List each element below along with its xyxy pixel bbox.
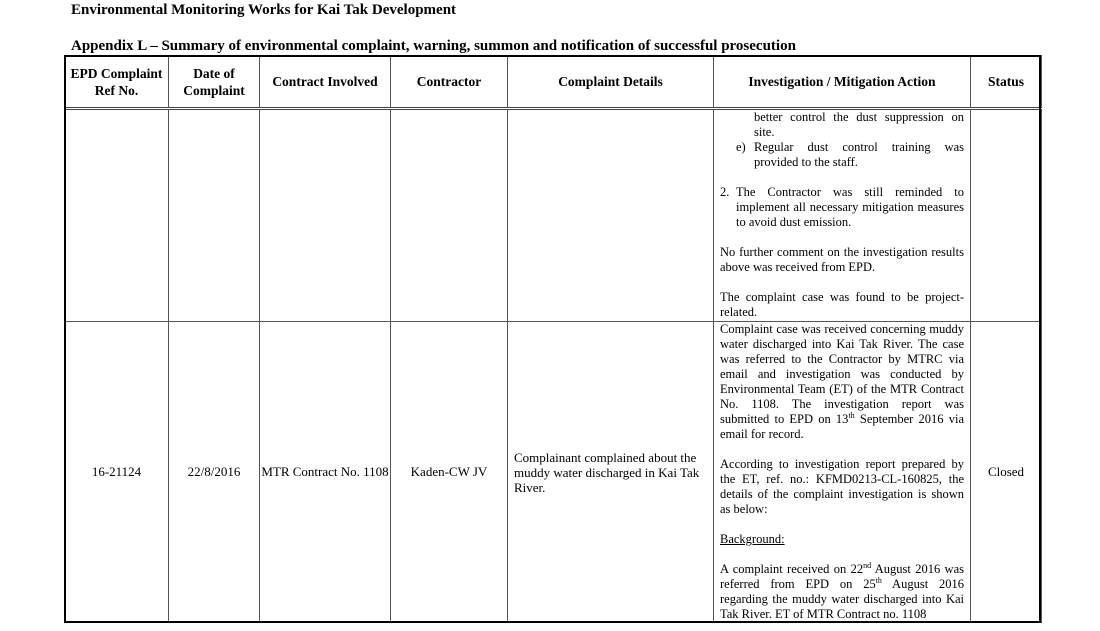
header-contractor: Contractor: [391, 56, 508, 109]
item-2-text: The Contractor was still reminded to implement all necessary mitigation measures to avoid dust emission.: [736, 185, 964, 229]
item-e-text: Regular dust control training was provided to the staff.: [754, 140, 964, 169]
cell-ref: 16-21124: [65, 322, 169, 623]
item-2-label: 2.: [720, 185, 730, 199]
header-status: Status: [971, 56, 1042, 109]
document-title: Environmental Monitoring Works for Kai Tak Development: [71, 2, 457, 18]
appendix-title: Appendix L – Summary of environmental complaint, warning, summon and notification of successful prosecution: [71, 38, 796, 54]
header-details: Complaint Details: [508, 56, 714, 109]
background-heading: Background:: [720, 532, 785, 546]
cell-contract: MTR Contract No. 1108: [260, 322, 391, 623]
cell-date: 22/8/2016: [169, 322, 260, 623]
header-date: Date of Complaint: [169, 56, 260, 109]
header-action: Investigation / Mitigation Action: [714, 56, 971, 109]
header-contract: Contract Involved: [260, 56, 391, 109]
cell-contractor: Kaden-CW JV: [391, 322, 508, 623]
table-frame: [64, 55, 1041, 623]
investigation-paragraph-2: According to investigation report prepared by the ET, ref. no.: KFMD0213-CL-160825, the details of the complaint investigation is shown as below:: [720, 457, 964, 516]
header-ref: EPD Complaint Ref No.: [65, 56, 169, 109]
cell-details: Complainant complained about the muddy water discharged in Kai Tak River.: [508, 322, 714, 623]
no-comment-text: No further comment on the investigation results above was received from EPD.: [720, 245, 964, 274]
cell-status: Closed: [971, 322, 1042, 623]
conclusion-text: The complaint case was found to be project-related.: [720, 290, 964, 319]
background-paragraph: A complaint received on 22nd August 2016 was referred from EPD on 25th August 2016 regarding the muddy water discharged into Kai Tak River. ET of MTR Contract no. 1108: [720, 560, 965, 621]
investigation-paragraph-1: Complaint case was received concerning muddy water discharged into Kai Tak River. The case was referred to the Contractor by MTRC via email and investigation was conducted by Environmental Team (ET) of the MTR Contract No. 1108. The investigation report was submitted to EPD on 13th September 2016 via email for record.: [720, 322, 964, 441]
item-e-label: e): [736, 140, 746, 154]
item-d-continuation: better control the dust suppression on site.: [754, 110, 964, 139]
